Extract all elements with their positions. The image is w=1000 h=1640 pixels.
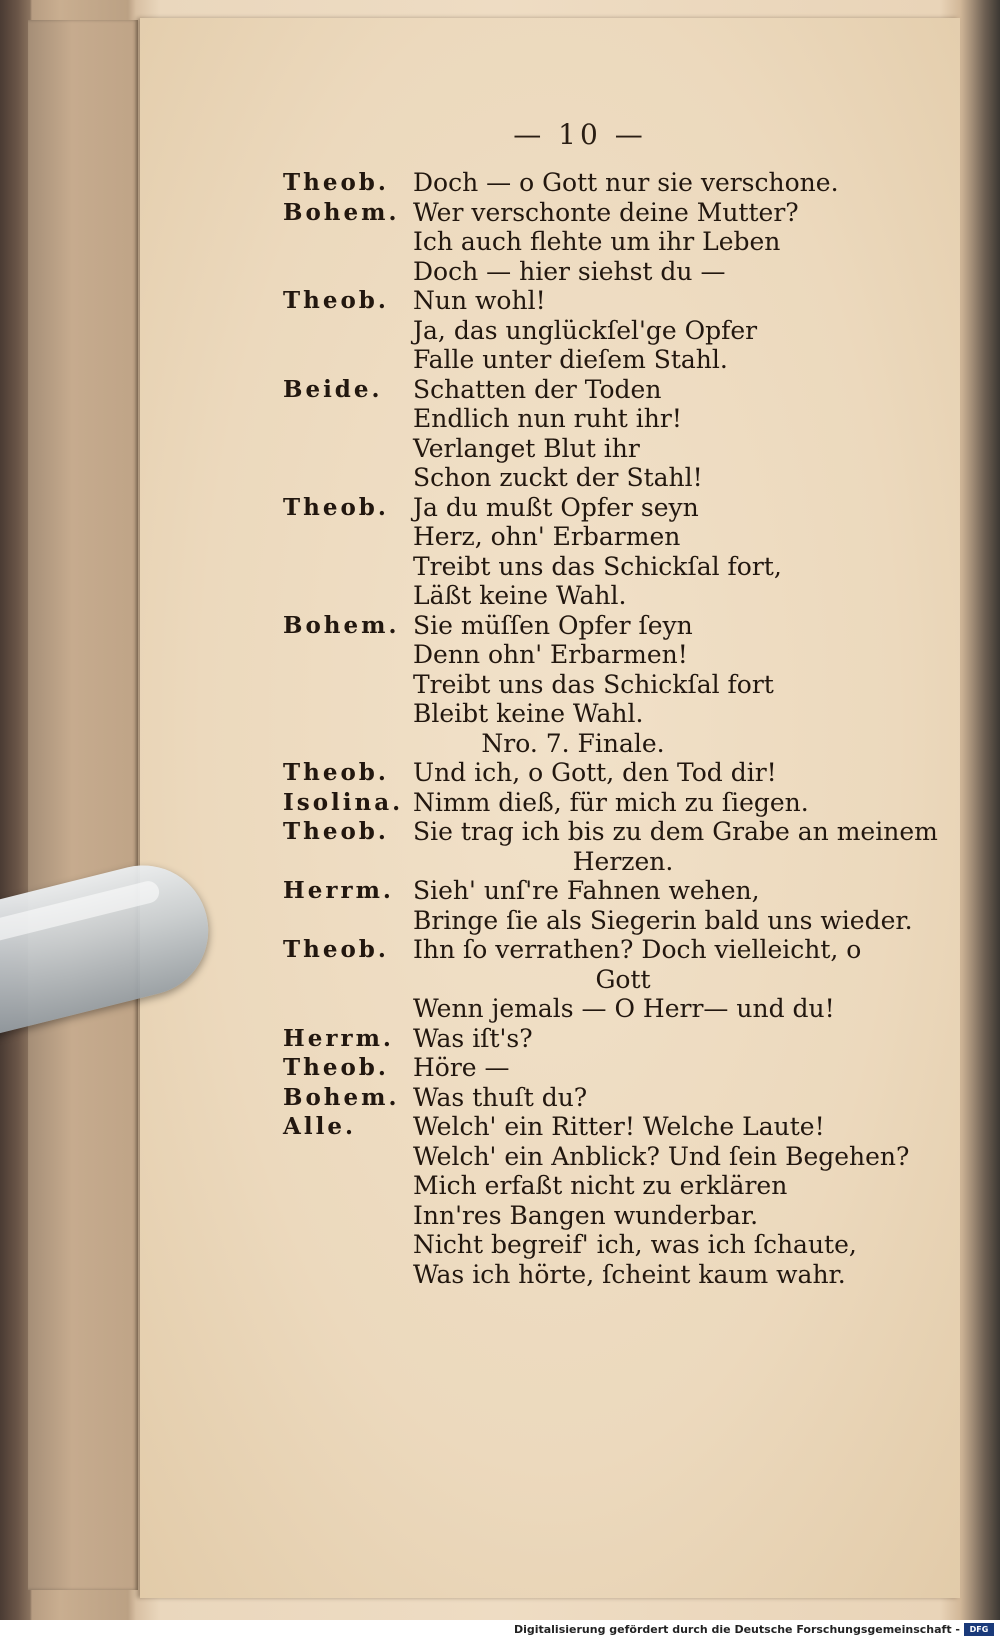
dialogue-line [283,1142,933,1172]
section-heading [283,729,933,759]
line-text: Sie trag ich bis zu dem Grabe an meinem [413,817,938,846]
line-text: Welch' ein Ritter! Welche Laute! [413,1112,825,1141]
line-text: Ja du mußt Opfer seyn [413,492,699,522]
line-text: Und ich, o Gott, den Tod dir! [413,758,777,787]
speaker-name: Theob. [283,936,389,963]
dialogue-line [283,257,933,287]
play-text [283,168,938,1289]
heading-text: Nro. 7. Finale. [481,728,665,758]
dialogue-line [283,758,933,788]
speaker-name: Alle. [283,1113,356,1140]
line-text: Was ich hörte, ſcheint kaum wahr. [413,1259,846,1289]
line-text: Doch — o Gott nur sie verschone. [413,168,839,197]
line-text: Läßt keine Wahl. [413,581,627,610]
line-text: Wer verschonte deine Mutter? [413,197,799,227]
speaker-name: Bohem. [283,611,400,639]
speaker-name: Herrm. [283,1024,394,1052]
speaker-name: Herrm. [283,877,394,904]
line-text: Was thuſt du? [413,1082,588,1112]
footer-credit: Digitalisierung gefördert durch die Deutsche Forschungsgemeinschaft - [513,1623,960,1636]
dialogue-line [283,316,933,346]
speaker-name: Theob. [283,818,389,845]
speaker-name: Bohem. [283,1083,400,1111]
dialogue-line [283,375,933,405]
dialogue-line [283,1112,933,1142]
dialogue-line [283,522,933,552]
speaker-name: Theob. [283,287,389,314]
line-text: Herzen. [572,846,674,876]
book-page-edges [28,20,138,1590]
line-text: Inn'res Bangen wunderbar. [413,1200,759,1230]
speaker-name: Isolina. [283,788,404,816]
line-text: Ihn ſo verrathen? Doch vielleicht, o [413,935,862,964]
speaker-name: Theob. [283,169,389,196]
line-text: Denn ohn' Erbarmen! [413,640,688,669]
dialogue-line [283,1083,933,1113]
dialogue-line [283,906,933,936]
dialogue-line [283,847,933,877]
dialogue-line [283,640,933,670]
line-text: Ich auch flehte um ihr Leben [413,227,781,256]
line-text: Treibt uns das Schickſal fort, [413,551,782,581]
line-text: Schon zuckt der Stahl! [413,463,703,492]
dialogue-line [283,611,933,641]
dialogue-line [283,670,933,700]
line-text: Was iſt's? [413,1023,533,1053]
line-text: Doch — hier siehst du — [413,256,726,286]
dialogue-line [283,345,933,375]
line-text: Bleibt keine Wahl. [413,699,644,728]
line-text: Endlich nun ruht ihr! [413,404,682,433]
dialogue-line [283,404,933,434]
dialogue-line [283,168,933,198]
line-text: Sie müſſen Opfer ſeyn [413,610,693,640]
dialogue-line [283,935,933,965]
line-text: Höre — [413,1053,510,1082]
speaker-name: Theob. [283,1054,389,1081]
dialogue-line [283,1171,933,1201]
dialogue-line [283,994,933,1024]
line-text: Ja, das unglückſel'ge Opfer [413,315,758,345]
dialogue-line [283,286,933,316]
line-text: Schatten der Toden [413,374,662,404]
dialogue-line [283,493,933,523]
dialogue-line [283,699,933,729]
line-text: Welch' ein Anblick? Und ſein Begehen? [413,1141,910,1171]
dialogue-line [283,227,933,257]
line-text: Verlanget Blut ihr [413,433,640,463]
line-text: Wenn jemals — O Herr— und du! [413,994,835,1023]
speaker-name: Bohem. [283,198,400,226]
dialogue-line [283,198,933,228]
dialogue-line [283,817,938,847]
line-text: Mich erfaßt nicht zu erklären [413,1171,788,1200]
dialogue-line [283,434,933,464]
line-text: Nicht begreif' ich, was ich ſchaute, [413,1230,857,1259]
line-text: Herz, ohn' Erbarmen [413,522,681,551]
dialogue-line [283,1260,933,1290]
line-text: Falle unter dieſem Stahl. [413,345,728,374]
line-text: Nun wohl! [413,286,546,315]
dialogue-line [283,1024,933,1054]
line-text: Treibt uns das Schickſal fort [413,669,774,699]
dialogue-line [283,581,933,611]
line-text: Gott [595,964,651,994]
line-text: Nimm dieß, für mich zu ſiegen. [413,787,809,817]
line-text: Bringe ſie als Siegerin bald uns wieder. [413,905,913,935]
speaker-name: Beide. [283,375,383,403]
dialogue-line [283,965,933,995]
dialogue-line [283,1230,933,1260]
page-number: — 10 — [513,118,647,151]
footer-bar [0,1620,1000,1640]
dialogue-line [283,463,933,493]
line-text: Sieh' unſ're Fahnen wehen, [413,876,760,905]
speaker-name: Theob. [283,493,389,521]
dialogue-line [283,552,933,582]
dfg-logo: DFG [964,1623,994,1636]
dialogue-line [283,1053,933,1083]
dialogue-line [283,876,933,906]
dialogue-line [283,1201,933,1231]
dialogue-line [283,788,933,818]
speaker-name: Theob. [283,759,389,786]
